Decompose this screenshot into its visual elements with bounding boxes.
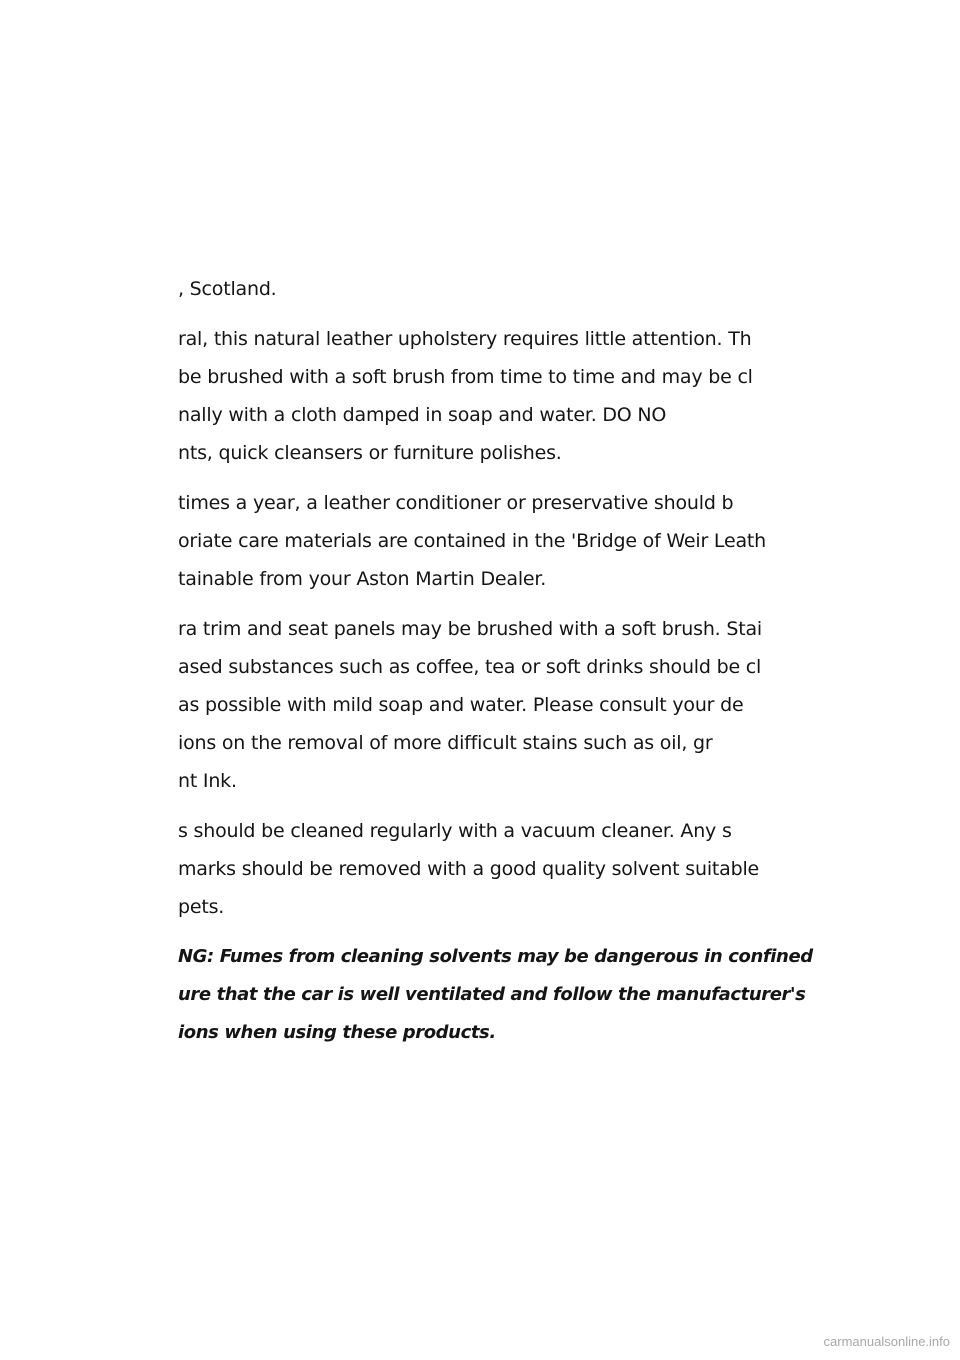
warning-text-line: NG: Fumes from cleaning solvents may be dangerous in confined (178, 946, 813, 967)
text-line: times a year, a leather conditioner or preservative should b (178, 492, 734, 514)
text-line: nts, quick cleansers or furniture polishes. (178, 442, 562, 464)
text-line: oriate care materials are contained in the 'Bridge of Weir Leath (178, 530, 766, 552)
text-line: as possible with mild soap and water. Please consult your de (178, 694, 744, 716)
text-line: ions on the removal of more difficult stains such as oil, gr (178, 732, 713, 754)
warning-text-line: ions when using these products. (178, 1022, 496, 1043)
text-line: ased substances such as coffee, tea or soft drinks should be cl (178, 656, 762, 678)
watermark: carmanualsonline.info (823, 1334, 950, 1349)
text-line: nally with a cloth damped in soap and water. DO NO (178, 404, 667, 426)
text-line: ral, this natural leather upholstery requires little attention. Th (178, 328, 752, 350)
warning-text-line: ure that the car is well ventilated and follow the manufacturer's (178, 984, 806, 1005)
text-line: pets. (178, 896, 225, 918)
text-line: ra trim and seat panels may be brushed with a soft brush. Stai (178, 618, 762, 640)
text-line: tainable from your Aston Martin Dealer. (178, 568, 547, 590)
body-text-column (178, 258, 813, 1043)
text-line: , Scotland. (178, 278, 277, 300)
text-line: nt Ink. (178, 770, 237, 792)
text-line: marks should be removed with a good quality solvent suitable (178, 858, 760, 880)
text-line: be brushed with a soft brush from time to time and may be cl (178, 366, 753, 388)
text-line: s should be cleaned regularly with a vacuum cleaner. Any s (178, 820, 732, 842)
